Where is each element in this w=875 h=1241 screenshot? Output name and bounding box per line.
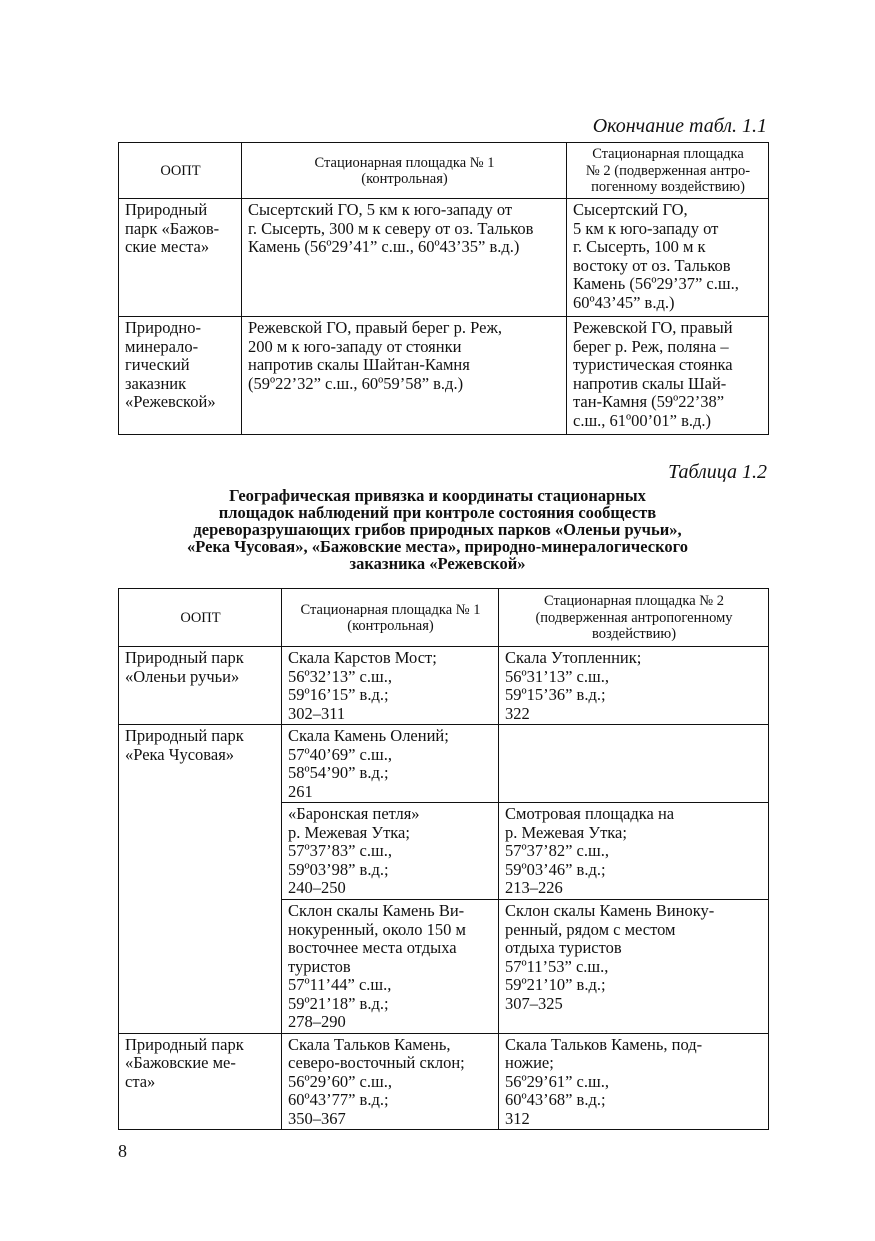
header-plot-2: Стационарная площадка № 2 (подверженная антро- погенному воздействию): [567, 143, 769, 199]
table-1-continuation-caption: Окончание табл. 1.1: [592, 115, 767, 137]
table-1-2-title: Географическая привязка и координаты стационарных площадок наблюдений при контроле состояния сообществ дереворазрушающих грибов природных парков «Оленьи ручьи», «Река Чусовая», «Бажовские места», природно-минералогического заказника «Режевской»: [187, 486, 688, 573]
table-1-1: [118, 142, 769, 435]
oopt-cell: Природный парк «Река Чусовая»: [119, 725, 282, 1034]
table-1-2: [118, 588, 769, 1130]
plot-2-cell: [499, 725, 769, 803]
oopt-cell: Природный парк «Бажов- ские места»: [119, 199, 242, 317]
oopt-cell: Природно- минерало- гический заказник «Режевской»: [119, 317, 242, 435]
plot-2-cell: Режевской ГО, правый берег р. Реж, поляна – туристическая стоянка напротив скалы Шай- тан-Камня (59º22’38” с.ш., 61º00’01” в.д.): [567, 317, 769, 435]
header-plot-2: Стационарная площадка № 2 (подверженная антропогенному воздействию): [499, 589, 769, 647]
header-oopt: ООПТ: [119, 589, 282, 647]
header-oopt: ООПТ: [119, 143, 242, 199]
plot-1-cell: Скала Тальков Камень, северо-восточный склон; 56º29’60” с.ш., 60º43’77” в.д.; 350–367: [282, 1033, 499, 1130]
table-row: [119, 317, 769, 435]
plot-2-cell: Сысертский ГО, 5 км к юго-западу от г. Сысерть, 100 м к востоку от оз. Тальков Камень (56º29’37” с.ш., 60º43’45” в.д.): [567, 199, 769, 317]
plot-1-cell: Режевской ГО, правый берег р. Реж, 200 м к юго-западу от стоянки напротив скалы Шайтан-Камня (59º22’32” с.ш., 60º59’58” в.д.): [242, 317, 567, 435]
plot-1-cell: «Баронская петля» р. Межевая Утка; 57º37’83” с.ш., 59º03’98” в.д.; 240–250: [282, 803, 499, 900]
oopt-cell: Природный парк «Бажовские ме- ста»: [119, 1033, 282, 1130]
header-plot-1: Стационарная площадка № 1 (контрольная): [282, 589, 499, 647]
oopt-cell: Природный парк «Оленьи ручьи»: [119, 647, 282, 725]
table-1-2-caption: Таблица 1.2: [668, 461, 767, 483]
plot-2-cell: Склон скалы Камень Виноку- ренный, рядом с местом отдыха туристов 57º11’53” с.ш., 59º21’10” в.д.; 307–325: [499, 900, 769, 1034]
table-row: [119, 1033, 769, 1130]
page-number: 8: [118, 1141, 127, 1161]
plot-1-cell: Склон скалы Камень Ви- нокуренный, около 150 м восточнее места отдыха туристов 57º11’44” с.ш., 59º21’18” в.д.; 278–290: [282, 900, 499, 1034]
plot-2-cell: Скала Тальков Камень, под- ножие; 56º29’61” с.ш., 60º43’68” в.д.; 312: [499, 1033, 769, 1130]
table-row: [119, 647, 769, 725]
plot-1-cell: Скала Камень Олений; 57º40’69” с.ш., 58º54’90” в.д.; 261: [282, 725, 499, 803]
table-row: [119, 725, 769, 803]
table-header-row: [119, 143, 769, 199]
header-plot-1: Стационарная площадка № 1 (контрольная): [242, 143, 567, 199]
plot-1-cell: Сысертский ГО, 5 км к юго-западу от г. Сысерть, 300 м к северу от оз. Тальков Камень (56º29’41” с.ш., 60º43’35” в.д.): [242, 199, 567, 317]
table-row: [119, 199, 769, 317]
plot-1-cell: Скала Карстов Мост; 56º32’13” с.ш., 59º16’15” в.д.; 302–311: [282, 647, 499, 725]
table-header-row: [119, 589, 769, 647]
plot-2-cell: Смотровая площадка на р. Межевая Утка; 57º37’82” с.ш., 59º03’46” в.д.; 213–226: [499, 803, 769, 900]
plot-2-cell: Скала Утопленник; 56º31’13” с.ш., 59º15’36” в.д.; 322: [499, 647, 769, 725]
